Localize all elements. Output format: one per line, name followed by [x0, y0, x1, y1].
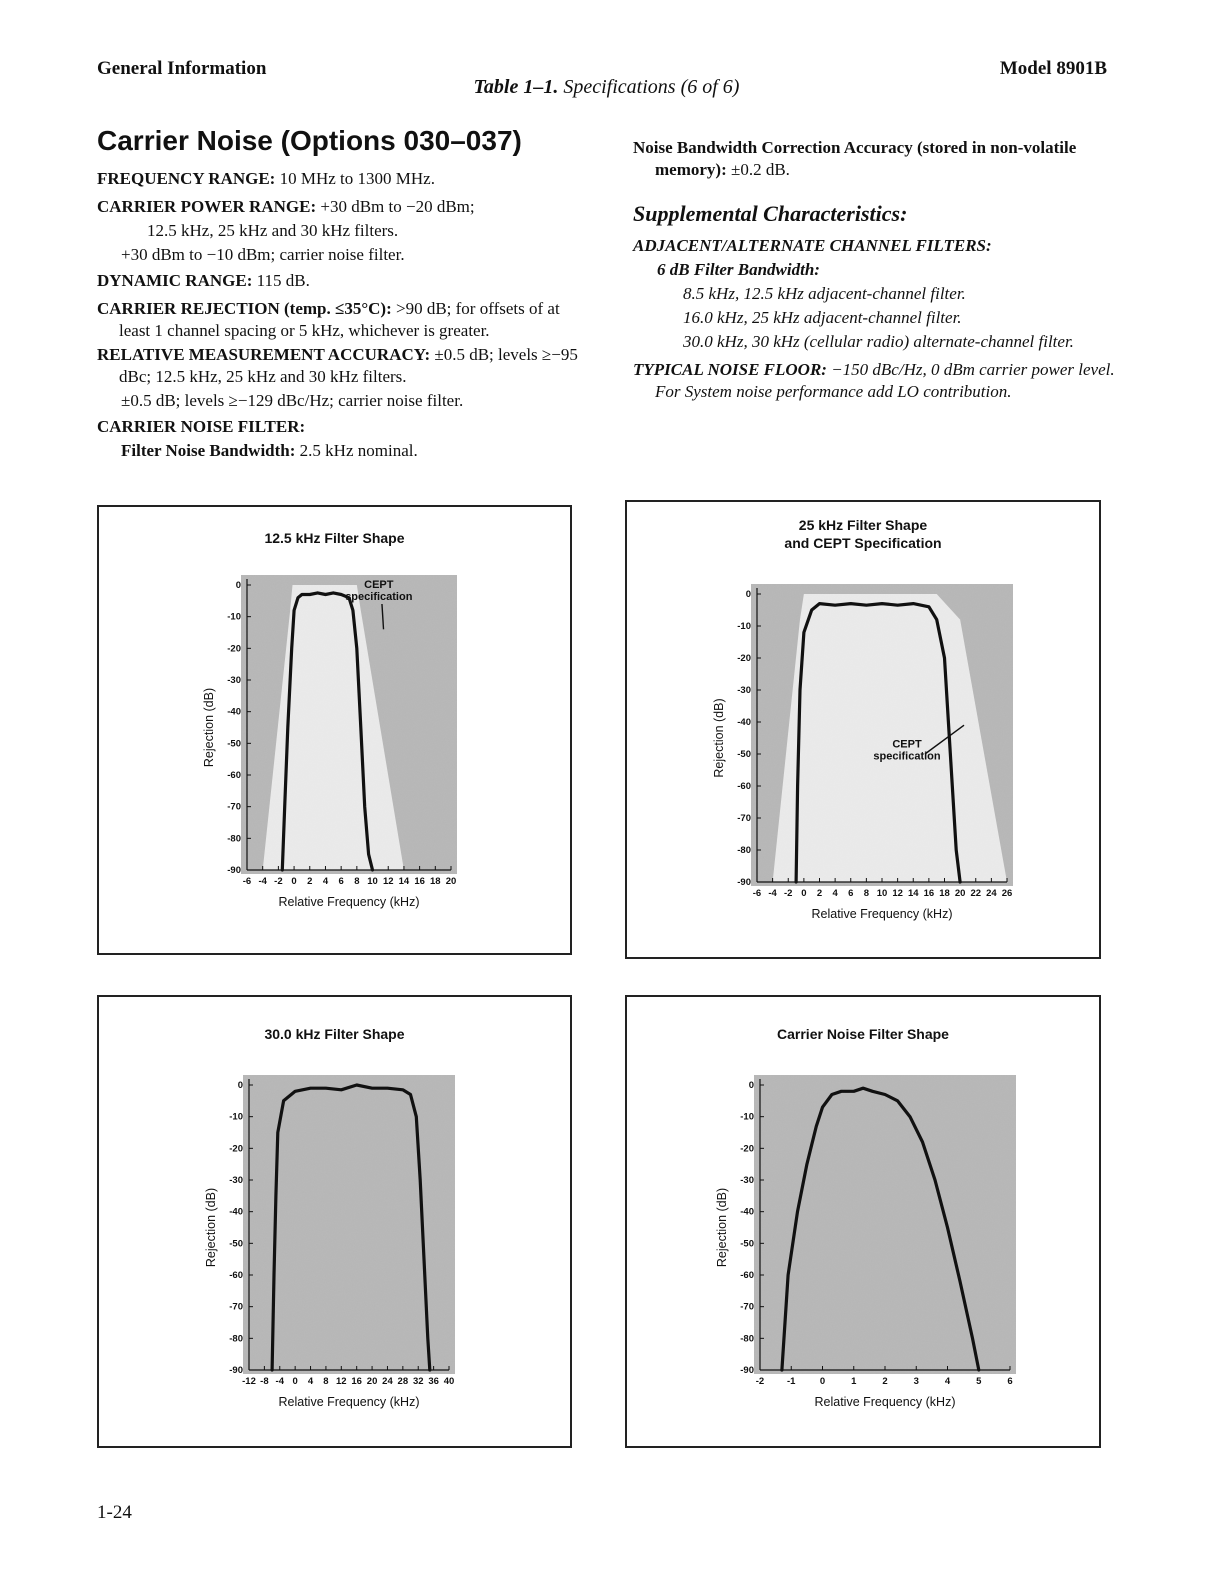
x-tick-label: 12	[892, 888, 903, 899]
spec-label: Filter Noise Bandwidth:	[121, 441, 296, 460]
y-tick-label: -10	[737, 621, 751, 632]
y-tick-label: -80	[740, 1333, 754, 1345]
x-tick-label: 2	[307, 876, 313, 887]
y-tick-label: -30	[740, 1175, 754, 1186]
y-tick-label: -50	[227, 738, 241, 750]
x-axis-label: Relative Frequency (kHz)	[278, 895, 420, 909]
page-number: 1-24	[97, 1502, 132, 1523]
spec-value: 115 dB.	[252, 271, 310, 290]
x-tick-label: 32	[412, 1376, 424, 1387]
x-tick-label: 36	[428, 1376, 439, 1387]
chart-title-line: 25 kHz Filter Shape	[798, 517, 928, 533]
x-tick-label: 22	[970, 888, 982, 899]
spec-label: RELATIVE MEASUREMENT ACCURACY:	[97, 345, 431, 364]
spec-6db-bandwidth: 6 dB Filter Bandwidth:	[657, 260, 820, 279]
x-tick-label: 26	[1001, 888, 1013, 899]
y-tick-label: -70	[229, 1301, 243, 1313]
y-tick-label: -90	[229, 1365, 243, 1376]
y-tick-label: -80	[737, 845, 751, 856]
y-tick-label: -40	[740, 1206, 754, 1218]
chart-title: 30.0 kHz Filter Shape	[264, 1026, 405, 1042]
y-tick-label: -70	[740, 1301, 754, 1313]
x-tick-label: -4	[258, 876, 267, 887]
spec-label: DYNAMIC RANGE:	[97, 271, 253, 290]
x-tick-label: 20	[445, 876, 457, 887]
y-tick-label: -40	[227, 706, 241, 718]
x-tick-label: 18	[939, 888, 950, 899]
spec-dynamic-range	[97, 270, 587, 292]
x-tick-label: 14	[398, 876, 410, 887]
y-tick-label: -20	[229, 1143, 243, 1155]
y-axis-label: Rejection (dB)	[712, 698, 726, 778]
y-tick-label: -90	[740, 1365, 754, 1376]
cept-annotation-line: CEPT	[364, 579, 394, 592]
cept-annotation-line: CEPT	[892, 738, 922, 751]
x-tick-label: 2	[816, 888, 823, 899]
x-tick-label: -2	[755, 1376, 765, 1387]
x-tick-label: 0	[801, 888, 807, 899]
spec-bw-line: 30.0 kHz, 30 kHz (cellular radio) alternate-channel filter.	[683, 332, 1074, 351]
y-tick-label: -80	[227, 833, 241, 845]
spec-value: −150 dBc/Hz, 0 dBm carrier power level. For System noise performance add LO contribution.	[655, 360, 1115, 401]
spec-value: +30 dBm to −20 dBm;	[316, 197, 475, 216]
header-section-name: General Information	[97, 58, 267, 79]
chart-title	[784, 517, 941, 551]
spec-continuation: +30 dBm to −10 dBm; carrier noise filter.	[121, 245, 405, 264]
y-tick-label: -30	[229, 1175, 243, 1186]
y-tick-label: -50	[737, 749, 751, 760]
spec-value: 2.5 kHz nominal.	[295, 441, 418, 460]
x-tick-label: 20	[954, 888, 966, 899]
x-tick-label: 14	[907, 888, 919, 899]
x-tick-label: 6	[848, 888, 854, 899]
filter-chart-carrier-noise	[627, 997, 1099, 1446]
x-tick-label: 6	[338, 876, 344, 887]
x-tick-label: 16	[414, 876, 425, 887]
spec-label: FREQUENCY RANGE:	[97, 169, 276, 188]
spec-bw-line: 16.0 kHz, 25 kHz adjacent-channel filter.	[683, 308, 962, 327]
x-tick-label: 24	[382, 1376, 393, 1387]
y-tick-label: -60	[227, 770, 241, 781]
y-tick-label: -60	[740, 1270, 754, 1281]
x-axis-label: Relative Frequency (kHz)	[814, 1395, 956, 1409]
x-tick-label: 20	[366, 1376, 378, 1387]
spec-frequency-range	[97, 168, 587, 190]
x-tick-label: -4	[275, 1376, 284, 1387]
chart-title-line: and CEPT Specification	[784, 535, 942, 551]
y-tick-label: -20	[740, 1143, 754, 1155]
spec-noise-bw-correction	[633, 137, 1123, 181]
y-tick-label: -90	[737, 877, 751, 888]
filter-chart-30khz	[99, 997, 570, 1446]
y-tick-label: 0	[237, 1080, 243, 1091]
section-title: Carrier Noise (Options 030–037)	[97, 125, 522, 156]
x-tick-label: 24	[986, 888, 997, 899]
x-tick-label: 0	[292, 1376, 298, 1387]
spec-continuation: 12.5 kHz, 25 kHz and 30 kHz filters.	[147, 221, 399, 240]
y-tick-label: -60	[737, 781, 751, 792]
y-tick-label: -20	[737, 653, 751, 664]
cept-annotation-line: specification	[345, 591, 413, 604]
table-caption	[0, 76, 1213, 99]
left-spec-column	[97, 168, 587, 464]
spec-value: ±0.5 dB; levels ≥−95 dBc; 12.5 kHz, 25 kHz and 30 kHz filters.	[119, 345, 578, 386]
y-tick-label: -30	[227, 675, 241, 686]
y-tick-label: -30	[737, 685, 751, 696]
spec-carrier-power	[97, 196, 587, 218]
x-tick-label: 8	[323, 1376, 329, 1387]
y-tick-label: -50	[740, 1238, 754, 1250]
chart-panel	[625, 500, 1101, 959]
x-tick-label: 12	[336, 1376, 347, 1387]
table-label: Table 1–1.	[473, 76, 559, 98]
filter-chart-12-5khz	[99, 507, 570, 953]
plot-texture	[754, 1075, 1016, 1374]
x-tick-label: 16	[923, 888, 935, 899]
x-tick-label: 2	[882, 1376, 888, 1387]
y-axis-label: Rejection (dB)	[715, 1187, 729, 1268]
spec-continuation: ±0.5 dB; levels ≥−129 dBc/Hz; carrier noise filter.	[121, 391, 464, 410]
x-tick-label: -12	[242, 1376, 256, 1387]
spec-value: 10 MHz to 1300 MHz.	[275, 169, 435, 188]
x-tick-label: 3	[913, 1376, 919, 1387]
x-tick-label: 4	[322, 876, 329, 887]
x-tick-label: 5	[976, 1376, 982, 1387]
x-tick-label: -2	[784, 888, 793, 899]
x-tick-label: 8	[354, 876, 360, 887]
y-tick-label: -90	[227, 865, 241, 876]
x-tick-label: -8	[260, 1376, 269, 1387]
filter-chart-25khz	[627, 502, 1099, 957]
y-tick-label: -50	[229, 1238, 243, 1250]
x-tick-label: -6	[242, 876, 252, 887]
cept-annotation-line: specification	[873, 750, 941, 763]
spec-label: CARRIER POWER RANGE:	[97, 197, 317, 216]
x-tick-label: 10	[367, 876, 378, 887]
x-tick-label: 28	[397, 1376, 409, 1387]
chart-panel	[97, 995, 572, 1448]
x-axis-label: Relative Frequency (kHz)	[278, 1395, 420, 1409]
x-tick-label: 4	[944, 1376, 951, 1387]
spec-bw-line: 8.5 kHz, 12.5 kHz adjacent-channel filter.	[683, 284, 966, 303]
spec-label: CARRIER REJECTION (temp. ≤35°C):	[97, 299, 392, 318]
y-tick-label: -20	[227, 643, 241, 655]
x-tick-label: 40	[443, 1376, 455, 1387]
chart-panel	[97, 505, 572, 955]
chart-panel	[625, 995, 1101, 1448]
y-tick-label: -80	[229, 1333, 243, 1345]
table-caption-text: Specifications (6 of 6)	[563, 76, 740, 98]
y-tick-label: -70	[737, 813, 751, 824]
spec-relative-accuracy	[97, 344, 587, 388]
spec-channel-filters: ADJACENT/ALTERNATE CHANNEL FILTERS:	[633, 236, 992, 255]
x-tick-label: 0	[291, 876, 297, 887]
right-spec-column	[633, 137, 1123, 405]
chart-title: Carrier Noise Filter Shape	[777, 1026, 949, 1042]
spec-filter-noise-bandwidth	[97, 440, 587, 462]
x-tick-label: -2	[274, 876, 283, 887]
x-tick-label: 18	[430, 876, 441, 887]
spec-label: Noise Bandwidth Correction Accuracy (stored in non-volatile memory):	[633, 138, 1077, 179]
x-tick-label: 0	[819, 1376, 826, 1387]
y-tick-label: -60	[229, 1270, 243, 1281]
chart-title: 12.5 kHz Filter Shape	[264, 530, 405, 546]
spec-noise-floor	[633, 359, 1123, 403]
x-tick-label: 1	[851, 1376, 857, 1387]
x-tick-label: 4	[307, 1376, 314, 1387]
y-tick-label: -10	[227, 611, 241, 623]
y-tick-label: -40	[229, 1206, 243, 1218]
spec-value: ±0.2 dB.	[726, 160, 790, 179]
x-tick-label: 6	[1007, 1376, 1013, 1387]
y-axis-label: Rejection (dB)	[202, 687, 216, 768]
y-tick-label: -40	[737, 717, 751, 728]
x-tick-label: 8	[863, 888, 870, 899]
x-axis-label: Relative Frequency (kHz)	[811, 907, 953, 921]
x-tick-label: 4	[832, 888, 838, 899]
x-tick-label: -6	[752, 888, 762, 899]
spec-carrier-rejection	[97, 298, 587, 342]
x-tick-label: 10	[876, 888, 888, 899]
y-tick-label: 0	[235, 580, 241, 591]
x-tick-label: 16	[351, 1376, 362, 1387]
y-tick-label: -10	[229, 1111, 243, 1123]
x-tick-label: -1	[787, 1376, 796, 1387]
header-model: Model 8901B	[999, 58, 1107, 79]
y-axis-label: Rejection (dB)	[204, 1187, 218, 1268]
y-tick-label: -70	[227, 801, 241, 813]
supplemental-title: Supplemental Characteristics:	[633, 201, 908, 226]
x-tick-label: -4	[768, 888, 777, 899]
y-tick-label: 0	[748, 1080, 754, 1091]
x-tick-label: 12	[382, 876, 394, 887]
spec-value: >90 dB; for offsets of at least 1 channel spacing or 5 kHz, whichever is greater.	[119, 299, 560, 340]
spec-carrier-noise-filter: CARRIER NOISE FILTER:	[97, 417, 306, 436]
y-tick-label: -10	[740, 1111, 754, 1123]
y-tick-label: 0	[745, 589, 751, 600]
spec-label: TYPICAL NOISE FLOOR:	[633, 360, 827, 379]
